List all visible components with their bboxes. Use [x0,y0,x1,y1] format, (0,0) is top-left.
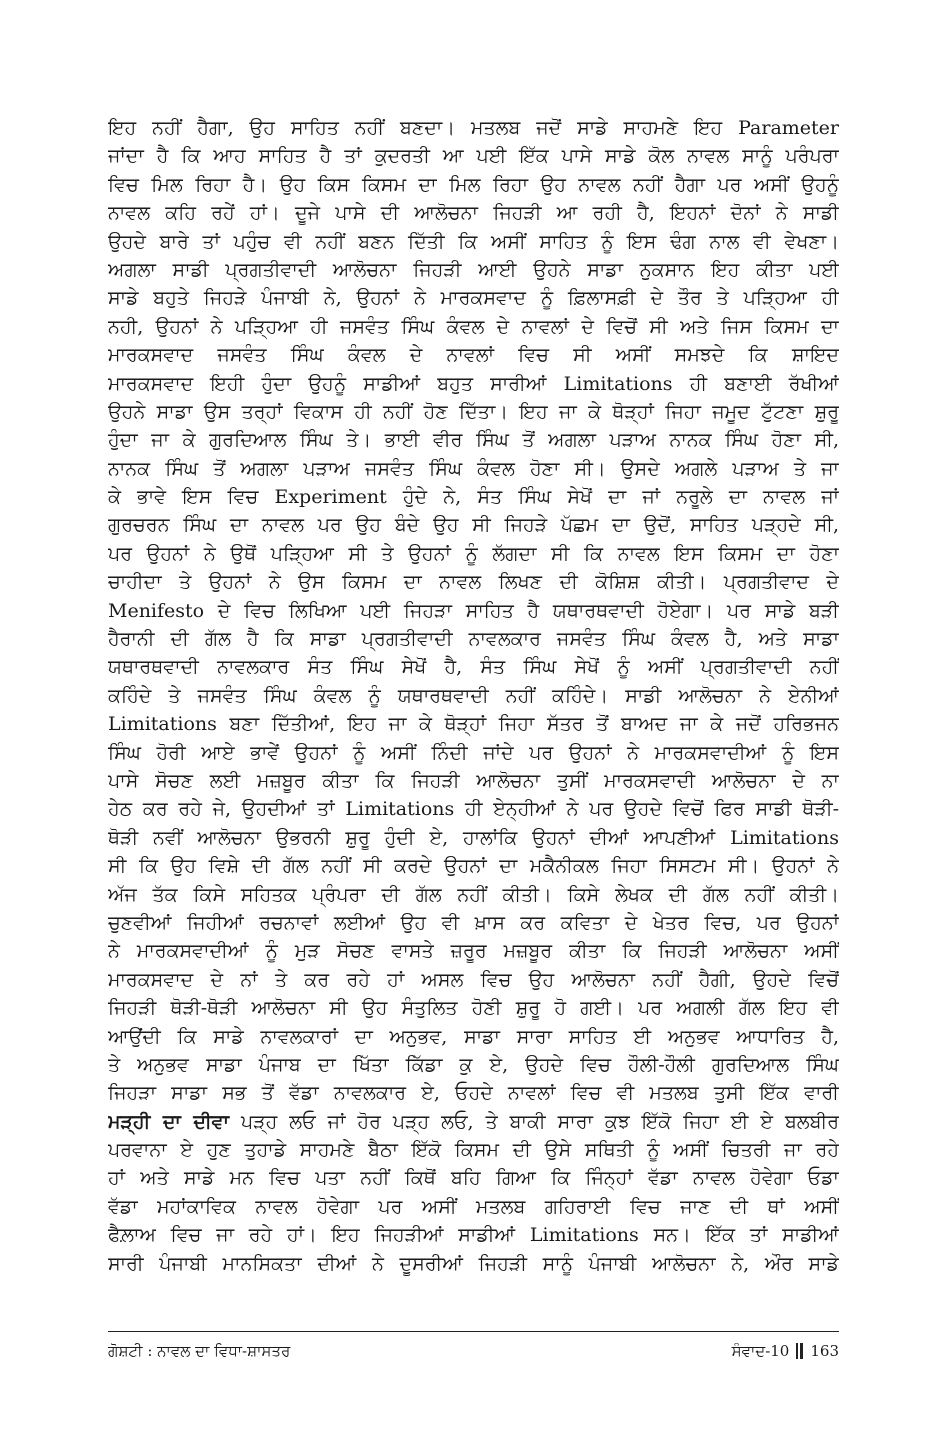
body-text-line: ਫੈਲ਼ਾਅ ਵਿਚ ਜਾ ਰਹੇ ਹਾਂ। ਇਹ ਜਿਹੜੀਆਂ ਸਾਡੀਆਂ Limitations ਸਨ। ਇੱਕ ਤਾਂ ਸਾਡੀਆਂ [108,1224,839,1247]
body-text-line: ਨੇ ਮਾਰਕਸਵਾਦੀਆਂ ਨੂੰ ਮੁੜ ਸੋਚਣ ਵਾਸਤੇ ਜ਼ਰੂਰ ਮਜ਼ਬੂਰ ਕੀਤਾ ਕਿ ਜਿਹੜੀ ਆਲੋਚਨਾ ਅਸੀਂ [108,940,839,963]
body-text-line: ਸਾਰੀ ਪੰਜਾਬੀ ਮਾਨਸਿਕਤਾ ਦੀਆਂ ਨੇ ਦੂਸਰੀਆਂ ਜਿਹੜੀ ਸਾਨੂੰ ਪੰਜਾਬੀ ਆਲੋਚਨਾ ਨੇ, ਔਰ ਸਾਡੇ [108,1252,839,1275]
body-text-line: ਅੱਜ ਤੱਕ ਕਿਸੇ ਸਹਿਤਕ ਪ੍ਰੰਪਰਾ ਦੀ ਗੱਲ ਨਹੀਂ ਕੀਤੀ। ਕਿਸੇ ਲੇਖਕ ਦੀ ਗੱਲ ਨਹੀਂ ਕੀਤੀ। [108,883,839,906]
body-text-line: ਉਹਨੇ ਸਾਡਾ ਉਸ ਤਰ੍ਹਾਂ ਵਿਕਾਸ ਹੀ ਨਹੀਂ ਹੋਣ ਦਿੱਤਾ। ਇਹ ਜਾ ਕੇ ਥੋੜ੍ਹਾਂ ਜਿਹਾ ਜਮੂਦ ਟੁੱਟਣਾ ਸ਼ੁਰੂ [108,400,839,423]
body-text-line: ਨਾਵਲ ਕਹਿ ਰਹੇਂ ਹਾਂ। ਦੂਜੇ ਪਾਸੇ ਦੀ ਆਲੋਚਨਾ ਜਿਹੜੀ ਆ ਰਹੀ ਹੈ, ਇਹਨਾਂ ਦੋਨਾਂ ਨੇ ਸਾਡੀ [108,202,839,225]
body-text-line: ਯਥਾਰਥਵਾਦੀ ਨਾਵਲਕਾਰ ਸੰਤ ਸਿੰਘ ਸੇਖੋਂ ਹੈ, ਸੰਤ ਸਿੰਘ ਸੇਖੋਂ ਨੂੰ ਅਸੀਂ ਪ੍ਰਗਤੀਵਾਦੀ ਨਹੀਂ [108,656,839,679]
body-text-line: Limitations ਬਣਾ ਦਿੱਤੀਆਂ, ਇਹ ਜਾ ਕੇ ਥੋੜ੍ਹਾਂ ਜਿਹਾ ਸੱਤਰ ਤੋਂ ਬਾਅਦ ਜਾ ਕੇ ਜਦੋਂ ਹਰਿਭਜਨ [108,713,839,736]
body-text-line: ਆਉਂਦੀ ਕਿ ਸਾਡੇ ਨਾਵਲਕਾਰਾਂ ਦਾ ਅਨੁਭਵ, ਸਾਡਾ ਸਾਰਾ ਸਾਹਿਤ ਈ ਅਨੁਭਵ ਆਧਾਰਿਤ ਹੈ, [108,1025,839,1048]
body-text-line: ਮਾਰਕਸਵਾਦ ਜਸਵੰਤ ਸਿੰਘ ਕੰਵਲ ਦੇ ਨਾਵਲਾਂ ਵਿਚ ਸੀ ਅਸੀਂ ਸਮਝਦੇ ਕਿ ਸ਼ਾਇਦ [108,344,839,367]
page-body [108,114,839,1278]
body-text-line: ਸਿੰਘ ਹੋਰੀ ਆਏ ਭਾਵੇਂ ਉਹਨਾਂ ਨੂੰ ਅਸੀਂ ਨਿੰਦੀ ਜਾਂਦੇ ਪਰ ਉਹਨਾਂ ਨੇ ਮਾਰਕਸਵਾਦੀਆਂ ਨੂੰ ਇਸ [108,741,839,764]
page-footer [108,1336,839,1366]
body-text-line: ਕੇ ਭਾਵੇ ਇਸ ਵਿਚ Experiment ਹੁੰਦੇ ਨੇ, ਸੰਤ ਸਿੰਘ ਸੇਖੋਂ ਦਾ ਜਾਂ ਨਰੂਲੇ ਦਾ ਨਾਵਲ ਜਾਂ [108,486,839,509]
body-text-line [108,1108,839,1136]
body-text-line: ਹੇਠ ਕਰ ਰਹੇ ਜੇ, ਉਹਦੀਆਂ ਤਾਂ Limitations ਹੀ ਏਨ੍ਹੀਆਂ ਨੇ ਪਰ ਉਹਦੇ ਵਿਚੋਂ ਫਿਰ ਸਾਡੀ ਥੋੜੀ- [108,798,839,821]
body-text-line: ਜਾਂਦਾ ਹੈ ਕਿ ਆਹ ਸਾਹਿਤ ਹੈ ਤਾਂ ਕੁਦਰਤੀ ਆ ਪਈ ਇੱਕ ਪਾਸੇ ਸਾਡੇ ਕੋਲ ਨਾਵਲ ਸਾਨੂੰ ਪਰੰਪਰਾ [108,145,839,168]
body-text-line: Menifesto ਦੇ ਵਿਚ ਲਿਖਿਆ ਪਈ ਜਿਹੜਾ ਸਾਹਿਤ ਹੈ ਯਥਾਰਥਵਾਦੀ ਹੋਏਗਾ। ਪਰ ਸਾਡੇ ਬੜੀ [108,599,839,622]
body-text-line: ਪਾਸੇ ਸੋਚਣ ਲਈ ਮਜ਼ਬੂਰ ਕੀਤਾ ਕਿ ਜਿਹੜੀ ਆਲੋਚਨਾ ਤੁਸੀਂ ਮਾਰਕਸਵਾਦੀ ਆਲੋਚਨਾ ਦੇ ਨਾ [108,769,839,792]
footer-divider [108,1331,839,1332]
body-text-line: ਜਿਹੜਾ ਸਾਡਾ ਸਭ ਤੋਂ ਵੱਡਾ ਨਾਵਲਕਾਰ ਏ, ਓਹਦੇ ਨਾਵਲਾਂ ਵਿਚ ਵੀ ਮਤਲਬ ਤੁਸੀ ਇੱਕ ਵਾਰੀ [108,1082,839,1105]
body-text-line: ਸੀ ਕਿ ਉਹ ਵਿਸ਼ੇ ਦੀ ਗੱਲ ਨਹੀਂ ਸੀ ਕਰਦੇ ਉਹਨਾਂ ਦਾ ਮਕੈਨੀਕਲ ਜਿਹਾ ਸਿਸਟਮ ਸੀ। ਉਹਨਾਂ ਨੇ [108,855,839,878]
body-text-line: ਮਾਰਕਸਵਾਦ ਦੇ ਨਾਂ ਤੇ ਕਰ ਰਹੇ ਹਾਂ ਅਸਲ ਵਿਚ ਉਹ ਆਲੋਚਨਾ ਨਹੀਂ ਹੈਗੀ, ਉਹਦੇ ਵਿਚੋਂ [108,968,839,991]
body-text-line: ਮਾਰਕਸਵਾਦ ਇਹੀ ਹੁੰਦਾ ਉਹਨੂੰ ਸਾਡੀਆਂ ਬਹੁਤ ਸਾਰੀਆਂ Limitations ਹੀ ਬਣਾਈ ਰੱਖੀਆਂ [108,372,839,395]
body-text-line: ਸਾਡੇ ਬਹੁਤੇ ਜਿਹੜੇ ਪੰਜਾਬੀ ਨੇ, ਉਹਨਾਂ ਨੇ ਮਾਰਕਸਵਾਦ ਨੂੰ ਫ਼ਿਲਾਸਫ਼ੀ ਦੇ ਤੌਰ ਤੇ ਪੜ੍ਹਿਆ ਹੀ [108,287,839,310]
body-text-line: ਉਹਦੇ ਬਾਰੇ ਤਾਂ ਪਹੁੰਚ ਵੀ ਨਹੀਂ ਬਣਨ ਦਿੱਤੀ ਕਿ ਅਸੀਂ ਸਾਹਿਤ ਨੂੰ ਇਸ ਢੰਗ ਨਾਲ ਵੀ ਵੇਖਣਾ। [108,230,839,253]
body-text-line: ਹਾਂ ਅਤੇ ਸਾਡੇ ਮਨ ਵਿਚ ਪਤਾ ਨਹੀਂ ਕਿਥੋਂ ਬਹਿ ਗਿਆ ਕਿ ਜਿੰਨ੍ਹਾਂ ਵੱਡਾ ਨਾਵਲ ਹੋਵੇਗਾ ਓਡਾ [108,1167,839,1190]
body-text-line: ਪਰਵਾਨਾ ਏ ਹੁਣ ਤੁਹਾਡੇ ਸਾਹਮਣੇ ਬੈਠਾ ਇੱਕੋ ਕਿਸਮ ਦੀ ਉਸੇ ਸਥਿਤੀ ਨੂੰ ਅਸੀਂ ਚਿਤਰੀ ਜਾ ਰਹੇ [108,1139,839,1162]
novel-title-bold: ਮੜ੍ਹੀ ਦਾ ਦੀਵਾ [108,1110,230,1133]
body-text-line: ਪਰ ਉਹਨਾਂ ਨੇ ਉਥੋਂ ਪੜ੍ਹਿਆ ਸੀ ਤੇ ਉਹਨਾਂ ਨੂੰ ਲੱਗਦਾ ਸੀ ਕਿ ਨਾਵਲ ਇਸ ਕਿਸਮ ਦਾ ਹੋਣਾ [108,542,839,565]
body-text-line: ਗੁਰਚਰਨ ਸਿੰਘ ਦਾ ਨਾਵਲ ਪਰ ਉਹ ਬੰਦੇ ਉਹ ਸੀ ਜਿਹੜੇ ਪੱਛਮ ਦਾ ਉਦੋਂ, ਸਾਹਿਤ ਪੜ੍ਹਦੇ ਸੀ, [108,514,839,537]
page-separator-icon [795,1343,804,1359]
body-text-line: ਹੁੰਦਾ ਜਾ ਕੇ ਗੁਰਦਿਆਲ ਸਿੰਘ ਤੇ। ਭਾਈ ਵੀਰ ਸਿੰਘ ਤੋਂ ਅਗਲਾ ਪੜਾਅ ਨਾਨਕ ਸਿੰਘ ਹੋਣਾ ਸੀ, [108,429,839,452]
body-text-line: ਵਿਚ ਮਿਲ ਰਿਹਾ ਹੈ। ਉਹ ਕਿਸ ਕਿਸਮ ਦਾ ਮਿਲ ਰਿਹਾ ਉਹ ਨਾਵਲ ਨਹੀਂ ਹੈਗਾ ਪਰ ਅਸੀਂ ਉਹਨੂੰ [108,173,839,196]
body-text-line: ਤੇ ਅਨੁਭਵ ਸਾਡਾ ਪੰਜਾਬ ਦਾ ਖਿੱਤਾ ਕਿੱਡਾ ਕੁ ਏ, ਉਹਦੇ ਵਿਚ ਹੌਲੀ-ਹੌਲੀ ਗੁਰਦਿਆਲ ਸਿੰਘ [108,1053,839,1076]
body-text-line: ਚਾਹੀਦਾ ਤੇ ਉਹਨਾਂ ਨੇ ਉਸ ਕਿਸਮ ਦਾ ਨਾਵਲ ਲਿਖਣ ਦੀ ਕੋਸ਼ਿਸ਼ ਕੀਤੀ। ਪ੍ਰਗਤੀਵਾਦ ਦੇ [108,571,839,594]
body-text-line: ਨਹੀ, ਉਹਨਾਂ ਨੇ ਪੜ੍ਹਿਆ ਹੀ ਜਸਵੰਤ ਸਿੰਘ ਕੰਵਲ ਦੇ ਨਾਵਲਾਂ ਦੇ ਵਿਚੋਂ ਸੀ ਅਤੇ ਜਿਸ ਕਿਸਮ ਦਾ [108,315,839,338]
body-text-line: ਵੱਡਾ ਮਹਾਂਕਾਵਿਕ ਨਾਵਲ ਹੋਵੇਗਾ ਪਰ ਅਸੀਂ ਮਤਲਬ ਗਹਿਰਾਈ ਵਿਚ ਜਾਣ ਦੀ ਥਾਂ ਅਸੀਂ [108,1195,839,1218]
body-text-line: ਇਹ ਨਹੀਂ ਹੈਗਾ, ਉਹ ਸਾਹਿਤ ਨਹੀਂ ਬਣਦਾ। ਮਤਲਬ ਜਦੋਂ ਸਾਡੇ ਸਾਹਮਣੇ ਇਹ Parameter [108,117,839,139]
body-text-line: ਅਗਲਾ ਸਾਡੀ ਪ੍ਰਗਤੀਵਾਦੀ ਆਲੋਚਨਾ ਜਿਹੜੀ ਆਈ ਉਹਨੇ ਸਾਡਾ ਨੁਕਸਾਨ ਇਹ ਕੀਤਾ ਪਈ [108,258,839,281]
body-text-line: ਕਹਿੰਦੇ ਤੇ ਜਸਵੰਤ ਸਿੰਘ ਕੰਵਲ ਨੂੰ ਯਥਾਰਥਵਾਦੀ ਨਹੀਂ ਕਹਿੰਦੇ। ਸਾਡੀ ਆਲੋਚਨਾ ਨੇ ਏਨੀਆਂ [108,684,839,707]
body-text-line: ਹੈਰਾਨੀ ਦੀ ਗੱਲ ਹੈ ਕਿ ਸਾਡਾ ਪ੍ਰਗਤੀਵਾਦੀ ਨਾਵਲਕਾਰ ਜਸਵੰਤ ਸਿੰਘ ਕੰਵਲ ਹੈ, ਅਤੇ ਸਾਡਾ [108,628,839,651]
body-text-line: ਜਿਹੜੀ ਥੋੜੀ-ਥੋੜੀ ਆਲੋਚਨਾ ਸੀ ਉਹ ਸੰਤੁਲਿਤ ਹੋਣੀ ਸ਼ੁਰੂ ਹੋ ਗਈ। ਪਰ ਅਗਲੀ ਗੱਲ ਇਹ ਵੀ [108,997,839,1020]
page-number: 163 [810,1342,839,1360]
body-text-segment: ਪੜ੍ਹ ਲਓ ਜਾਂ ਹੋਰ ਪੜ੍ਹ ਲਓ, ਤੇ ਬਾਕੀ ਸਾਰਾ ਕੁਝ ਇੱਕੋ ਜਿਹਾ ਈ ਏ ਬਲਬੀਰ [229,1110,839,1133]
body-text-line: ਨਾਨਕ ਸਿੰਘ ਤੋਂ ਅਗਲਾ ਪੜਾਅ ਜਸਵੰਤ ਸਿੰਘ ਕੰਵਲ ਹੋਣਾ ਸੀ। ਉਸਦੇ ਅਗਲੇ ਪੜਾਅ ਤੇ ਜਾ [108,457,839,480]
body-text-line: ਚੁਣਵੀਆਂ ਜਿਹੀਆਂ ਰਚਨਾਵਾਂ ਲਈਆਂ ਉਹ ਵੀ ਖ਼ਾਸ ਕਰ ਕਵਿਤਾ ਦੇ ਖੇਤਰ ਵਿਚ, ਪਰ ਉਹਨਾਂ [108,911,839,934]
running-footer-title: ਗੋਸ਼ਟੀ : ਨਾਵਲ ਦਾ ਵਿਧਾ-ਸ਼ਾਸਤਰ [108,1342,291,1360]
journal-issue: ਸੰਵਾਦ-10 [731,1342,790,1360]
footer-page-info [732,1336,839,1366]
body-text-line: ਥੋੜੀ ਨਵੀਂ ਆਲੋਚਨਾ ਉਭਰਨੀ ਸ਼ੁਰੂ ਹੁੰਦੀ ਏ, ਹਾਲਾਂਕਿ ਉਹਨਾਂ ਦੀਆਂ ਆਪਣੀਆਂ Limitations [108,826,839,849]
